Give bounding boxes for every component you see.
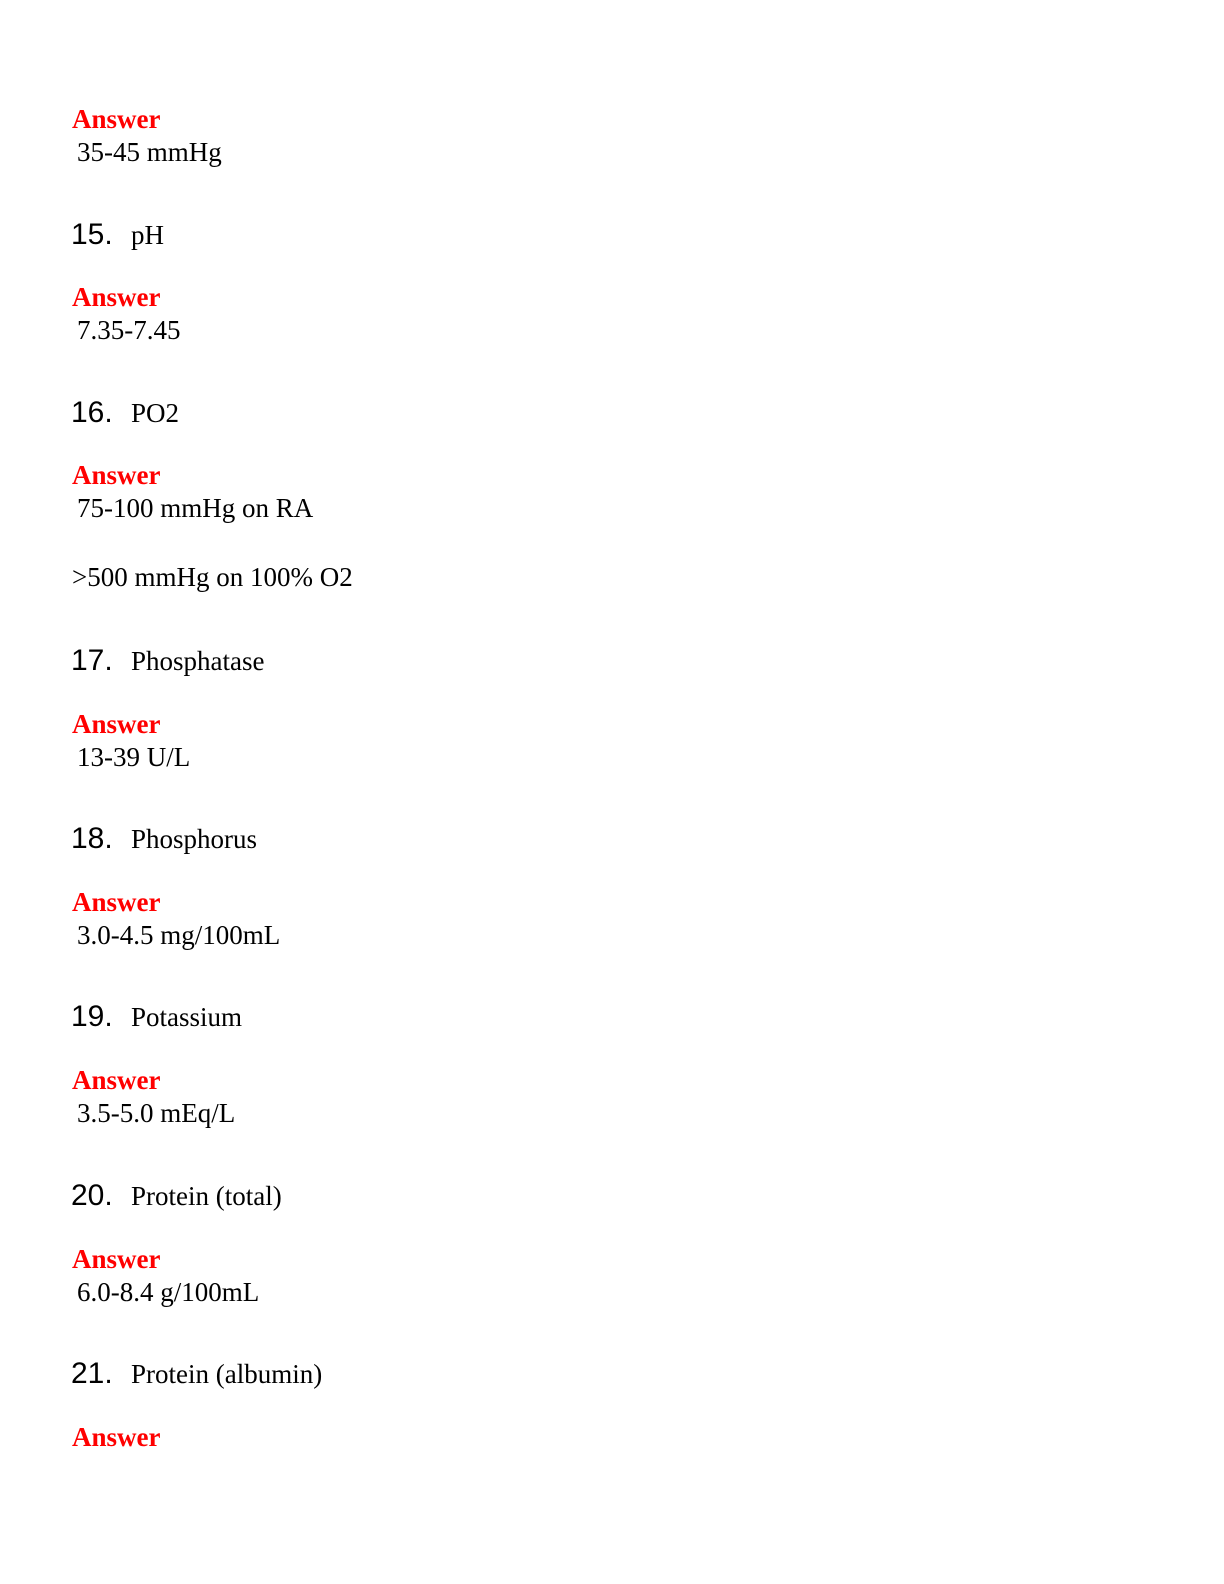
answer-label: Answer xyxy=(72,282,161,312)
question-number: 18. xyxy=(71,822,113,855)
answer-value: 7.35-7.45 xyxy=(77,315,181,345)
answer-label: Answer xyxy=(72,887,161,917)
question-text: Protein (albumin) xyxy=(131,1359,323,1389)
question-number: 15. xyxy=(71,218,113,251)
answer-value: 3.0-4.5 mg/100mL xyxy=(77,920,281,950)
question-number: 19. xyxy=(71,1000,113,1033)
answer-value-extra: >500 mmHg on 100% O2 xyxy=(72,562,353,592)
answer-value: 13-39 U/L xyxy=(77,742,191,772)
answer-value: 35-45 mmHg xyxy=(77,137,222,167)
question-number: 20. xyxy=(71,1179,113,1212)
answer-value: 6.0-8.4 g/100mL xyxy=(77,1277,260,1307)
answer-value: 3.5-5.0 mEq/L xyxy=(77,1098,236,1128)
question-text: Protein (total) xyxy=(131,1181,282,1211)
question-text: PO2 xyxy=(131,398,180,428)
question-number: 16. xyxy=(71,396,113,429)
answer-label: Answer xyxy=(72,1422,161,1452)
answer-label: Answer xyxy=(72,104,161,134)
question-text: Potassium xyxy=(131,1002,243,1032)
question-text: pH xyxy=(131,220,164,250)
answer-label: Answer xyxy=(72,460,161,490)
answer-label: Answer xyxy=(72,1244,161,1274)
question-text: Phosphatase xyxy=(131,646,265,676)
question-number: 21. xyxy=(71,1357,113,1390)
answer-label: Answer xyxy=(72,1065,161,1095)
question-text: Phosphorus xyxy=(131,824,258,854)
answer-value: 75-100 mmHg on RA xyxy=(77,493,314,523)
question-number: 17. xyxy=(71,644,113,677)
answer-label: Answer xyxy=(72,709,161,739)
